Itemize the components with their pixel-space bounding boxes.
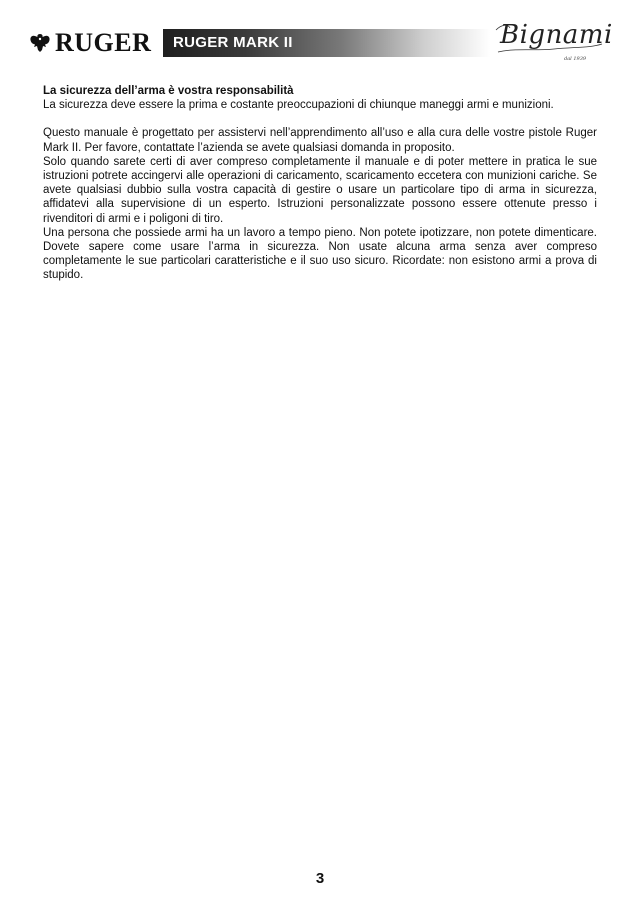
body-paragraph: Solo quando sarete certi di aver compreso completamente il manuale e di poter mettere in pratica le sue istruzioni potrete accingervi alle operazioni di caricamento, scaricamento eccetera con munizioni cariche. Se avete qualsiasi dubbio sulla vostra capacità di gestire o usare un particolare tipo di arma in sicurezza, affidatevi alla supervisione di un esperto. Istruzioni personalizzate possono essere ottenute presso i rivenditori di armi e i poligoni di tiro.	[43, 155, 597, 225]
bignami-logo	[494, 18, 613, 68]
page-header	[0, 0, 640, 80]
intro-paragraph: La sicurezza deve essere la prima e costante preoccupazioni di chiunque maneggi armi e munizioni.	[43, 99, 554, 112]
ruger-logo-text: RUGER	[55, 28, 152, 57]
paragraph-spacer	[43, 112, 597, 126]
ruger-eagle-icon	[28, 31, 52, 55]
bignami-since-text: dal 1939	[564, 56, 587, 62]
bignami-logo-text: Bignami	[500, 20, 613, 50]
manual-title: RUGER MARK II	[173, 34, 293, 51]
body-paragraph: Questo manuale è progettato per assistervi nell’apprendimento all’uso e alla cura delle vostre pistole Ruger Mark II. Per favore, contattate l’azienda se avete qualsiasi domanda in proposito.	[43, 127, 597, 154]
page-number: 3	[315, 870, 325, 887]
section-heading: La sicurezza dell’arma è vostra responsabilità	[43, 85, 294, 97]
header-title-bar	[163, 29, 490, 57]
page-content	[43, 84, 597, 283]
ruger-logo	[28, 30, 151, 56]
body-paragraph: Una persona che possiede armi ha un lavoro a tempo pieno. Non potete ipotizzare, non potete dimenticare. Dovete sapere come usare l’arma in sicurezza. Non usate alcuna arma senza aver compreso completamente le sue particolari caratteristiche e il suo uso sicuro. Ricordate: non esistono armi a prova di stupido.	[43, 226, 597, 282]
